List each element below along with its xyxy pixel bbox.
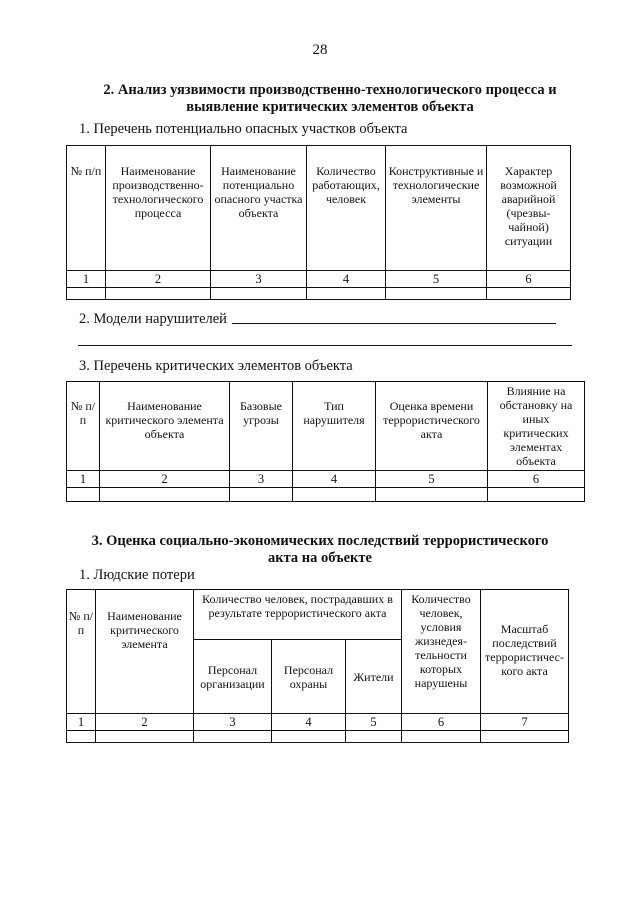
column-number: 4: [272, 714, 346, 731]
human-losses-table: [66, 589, 569, 743]
header-cell: Количество работающих, человек: [307, 146, 386, 271]
column-number: 5: [346, 714, 402, 731]
empty-cell: [100, 488, 230, 502]
page-number: 28: [312, 42, 328, 58]
column-number: 3: [211, 271, 307, 288]
header-cell: Персонал организации: [194, 640, 272, 714]
header-cell: № п/п: [67, 590, 96, 714]
empty-cell: [402, 731, 481, 743]
column-number: 1: [67, 471, 100, 488]
column-number: 2: [96, 714, 194, 731]
header-cell: Характер возможной аварийной (чрезвы-чайной) ситуации: [487, 146, 571, 271]
header-cell: Тип нарушителя: [293, 382, 376, 471]
empty-cell: [293, 488, 376, 502]
empty-cell: [106, 288, 211, 300]
header-cell: Персонал охраны: [272, 640, 346, 714]
column-number-row: [67, 471, 585, 488]
header-cell: № п/п: [67, 382, 100, 471]
empty-cell: [194, 731, 272, 743]
hazard-areas-table: [66, 145, 571, 300]
column-number: 3: [230, 471, 293, 488]
column-number: 2: [100, 471, 230, 488]
empty-cell: [67, 488, 100, 502]
column-number: 1: [67, 271, 106, 288]
empty-cell: [272, 731, 346, 743]
empty-cell: [96, 731, 194, 743]
empty-cell: [376, 488, 488, 502]
empty-cell: [481, 731, 569, 743]
section2-subheading-2: 2. Модели нарушителей: [79, 311, 227, 327]
header-group-cell: Количество человек, пострадавших в результате террористического акта: [194, 590, 402, 640]
header-cell: Базовые угрозы: [230, 382, 293, 471]
section3-subheading-1: 1. Людские потери: [79, 567, 195, 583]
header-cell: Масштаб последствий террористичес-кого акта: [481, 590, 569, 714]
table-header-row: [67, 590, 569, 640]
empty-cell: [487, 288, 571, 300]
critical-elements-table: [66, 381, 585, 502]
section2-subheading-1: 1. Перечень потенциально опасных участков объекта: [79, 121, 408, 137]
table-row: [67, 288, 571, 300]
column-number: 7: [481, 714, 569, 731]
column-number: 1: [67, 714, 96, 731]
header-cell: Наименование производственно-технологического процесса: [106, 146, 211, 271]
header-cell: № п/п: [67, 146, 106, 271]
empty-cell: [346, 731, 402, 743]
column-number: 6: [487, 271, 571, 288]
section2-title-line1: 2. Анализ уязвимости производственно-технологического процесса и: [103, 82, 557, 98]
empty-cell: [230, 488, 293, 502]
section3-title-line2: акта на объекте: [268, 550, 372, 566]
header-cell: Оценка времени террористического акта: [376, 382, 488, 471]
table-row: [67, 731, 569, 743]
header-cell: Жители: [346, 640, 402, 714]
column-number: 6: [402, 714, 481, 731]
header-cell: Влияние на обстановку на иных критических элементах объекта: [488, 382, 585, 471]
empty-cell: [67, 731, 96, 743]
header-cell: Наименование критического элемента: [96, 590, 194, 714]
header-cell: Конструктивные и технологические элементы: [386, 146, 487, 271]
section2-subheading-3: 3. Перечень критических элементов объекта: [79, 358, 353, 374]
empty-cell: [211, 288, 307, 300]
column-number: 4: [293, 471, 376, 488]
column-number: 3: [194, 714, 272, 731]
column-number-row: [67, 271, 571, 288]
header-cell: Наименование потенциально опасного участка объекта: [211, 146, 307, 271]
section2-title-line2: выявление критических элементов объекта: [186, 99, 474, 115]
table-header-row: [67, 146, 571, 271]
fill-in-line: [78, 345, 572, 346]
column-number: 4: [307, 271, 386, 288]
table-row: [67, 488, 585, 502]
header-cell: Наименование критического элемента объекта: [100, 382, 230, 471]
column-number: 2: [106, 271, 211, 288]
column-number: 6: [488, 471, 585, 488]
table-header-row: [67, 382, 585, 471]
column-number: 5: [386, 271, 487, 288]
column-number: 5: [376, 471, 488, 488]
empty-cell: [488, 488, 585, 502]
header-cell: Количество человек, условия жизнедея-тельности которых нарушены: [402, 590, 481, 714]
fill-in-line: [232, 323, 556, 324]
empty-cell: [307, 288, 386, 300]
empty-cell: [67, 288, 106, 300]
column-number-row: [67, 714, 569, 731]
empty-cell: [386, 288, 487, 300]
section3-title-line1: 3. Оценка социально-экономических последствий террористического: [91, 533, 549, 549]
